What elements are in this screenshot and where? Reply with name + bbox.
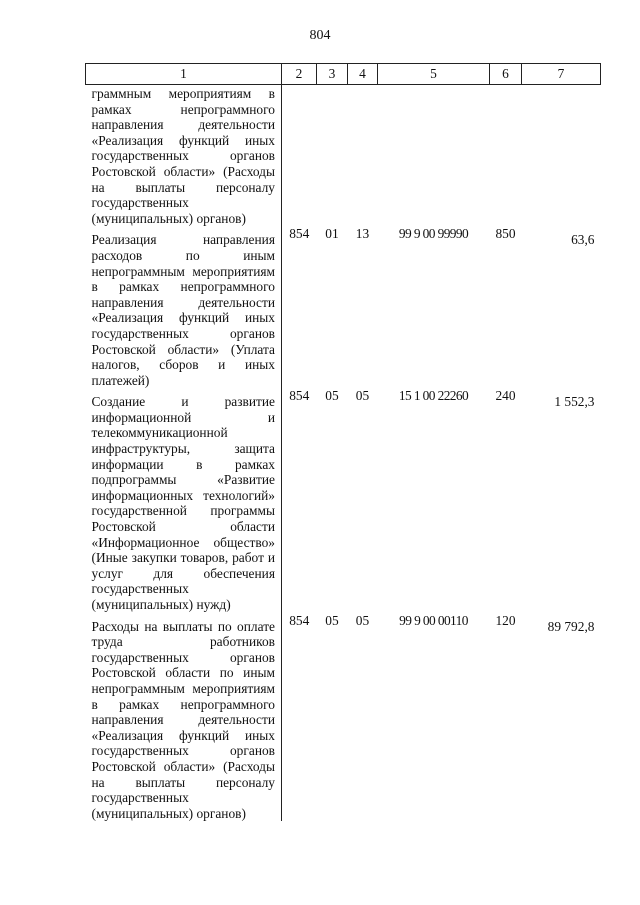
row-section-code: 01	[325, 226, 339, 242]
column-header-4: 4	[348, 64, 378, 85]
row-subsection-code	[348, 85, 378, 227]
row-expense-type	[490, 85, 522, 227]
budget-table	[85, 63, 601, 821]
row-subsection-code: 05	[355, 388, 370, 404]
row-description: Расходы на выплаты по оплате труда работников государственных органов Ростовской области по иным непрограммным мероприятиям в рамках непрограммного направления деятельности «Реализация функций иных государственных органов Ростовской области» (Расходы на выплаты персоналу государственных (муниципальных) органов)	[86, 613, 282, 822]
row-expense-type: 240	[495, 388, 516, 404]
row-amount	[522, 85, 601, 227]
column-header-7: 7	[522, 64, 601, 85]
row-expense-type: 850	[495, 226, 516, 242]
row-target-article	[378, 85, 490, 227]
row-ministry-code	[282, 85, 317, 227]
column-header-5: 5	[378, 64, 490, 85]
row-amount: 63,6	[571, 232, 595, 248]
column-header-1: 1	[86, 64, 282, 85]
row-ministry-code: 854	[289, 226, 310, 242]
column-header-6: 6	[490, 64, 522, 85]
row-section-code: 05	[325, 388, 339, 404]
row-amount: 89 792,8	[547, 618, 595, 634]
table-row	[86, 226, 601, 388]
row-target-article: 15 1 00 22260	[398, 388, 469, 404]
table-row	[86, 85, 601, 227]
row-target-article: 99 9 00 99990	[398, 226, 469, 242]
row-subsection-code: 13	[355, 226, 370, 242]
row-description: Реализация направления расходов по иным непрограммным мероприятиям в рамках непрограммного направления деятельности «Реализация функций иных государственных органов Ростовской области» (Уплата налогов, сборов и иных платежей)	[86, 226, 282, 388]
table-row	[86, 613, 601, 822]
row-description: граммным мероприятиям в рамках непрограммного направления деятельности «Реализация функций иных государственных органов Ростовской области» (Расходы на выплаты персоналу государственных (муниципальных) органов)	[86, 85, 282, 227]
row-section-code: 05	[325, 612, 339, 628]
row-subsection-code: 05	[355, 612, 370, 628]
row-section-code	[317, 85, 348, 227]
row-amount: 1 552,3	[554, 394, 595, 410]
table-header-row	[86, 64, 601, 85]
row-ministry-code: 854	[289, 388, 310, 404]
table-row	[86, 388, 601, 612]
row-target-article: 99 9 00 00110	[399, 612, 468, 628]
row-description: Создание и развитие информационной и телекоммуникационной инфраструктуры, защита информации в рамках подпрограммы «Развитие информационных технологий» государственной программы Ростовской области «Информационное общество» (Иные закупки товаров, работ и услуг для обеспечения государственных (муниципальных) нужд)	[86, 388, 282, 612]
column-header-2: 2	[282, 64, 317, 85]
page-number: 804	[309, 28, 331, 43]
row-expense-type: 120	[495, 612, 516, 628]
column-header-3: 3	[317, 64, 348, 85]
row-ministry-code: 854	[289, 612, 310, 628]
